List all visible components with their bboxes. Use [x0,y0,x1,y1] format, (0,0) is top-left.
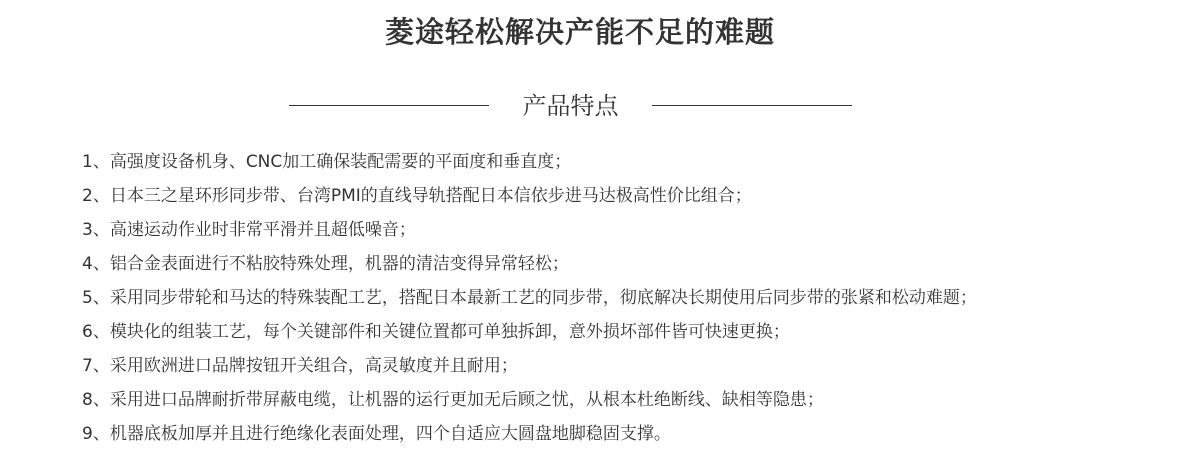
feature-item-5: 5、采用同步带轮和马达的特殊装配工艺，搭配日本最新工艺的同步带，彻底解决长期使用后同步带的张紧和松动难题； [82,288,977,308]
feature-item-8: 8、采用进口品牌耐折带屏蔽电缆，让机器的运行更加无后顾之忧，从根本杜绝断线、缺相等隐患； [82,390,824,410]
feature-item-3: 3、高速运动作业时非常平滑并且超低噪音； [82,220,416,240]
feature-item-9: 9、机器底板加厚并且进行绝缘化表面处理，四个自适应大圆盘地脚稳固支撑。 [82,424,671,444]
section-title: 产品特点 [522,92,619,120]
feature-item-2: 2、日本三之星环形同步带、台湾PMI的直线导轨搭配日本信依步进马达极高性价比组合； [82,186,752,206]
section-header [0,86,1140,126]
feature-item-7: 7、采用欧洲进口品牌按钮开关组合，高灵敏度并且耐用； [82,356,518,376]
feature-item-4: 4、铝合金表面进行不粘胶特殊处理，机器的清洁变得异常轻松； [82,254,569,274]
section-divider-right [652,105,852,106]
feature-list [82,145,1172,451]
feature-item-1: 1、高强度设备机身、CNC加工确保装配需要的平面度和垂直度； [82,152,572,172]
section-divider-left [289,105,489,106]
page-title: 菱途轻松解决产能不足的难题 [384,15,775,49]
feature-item-6: 6、模块化的组装工艺，每个关键部件和关键位置都可单独拆卸，意外损坏部件皆可快速更换； [82,322,790,342]
